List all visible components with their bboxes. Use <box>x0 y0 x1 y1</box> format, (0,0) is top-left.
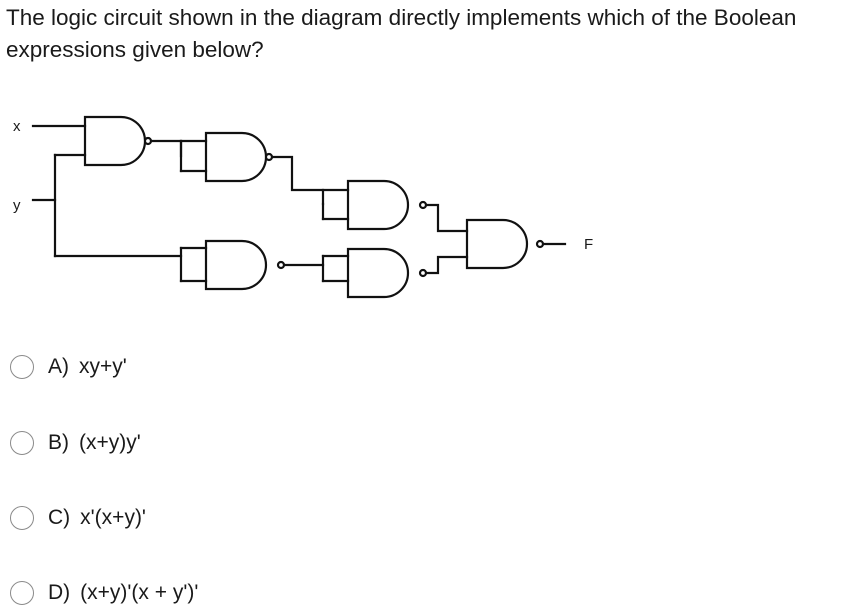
option-c-letter: C) <box>48 506 71 529</box>
option-a-letter: A) <box>48 355 69 378</box>
option-d-letter: D) <box>48 581 71 604</box>
option-c-radio[interactable] <box>10 506 34 530</box>
logic-circuit-diagram <box>0 100 640 315</box>
option-b-radio[interactable] <box>10 431 34 455</box>
question-text: The logic circuit shown in the diagram directly implements which of the Boolean expressions given below? <box>6 5 797 62</box>
option-a-expression: xy+y' <box>79 355 127 378</box>
option-b-expression: (x+y)y' <box>79 431 141 454</box>
option-b[interactable] <box>10 428 141 458</box>
label-f: F <box>584 236 594 253</box>
option-c-expression: x'(x+y)' <box>80 506 146 529</box>
option-d-expression: (x+y)'(x + y')' <box>80 581 199 604</box>
label-x: x <box>13 118 21 135</box>
nand-gate-5 <box>348 249 408 297</box>
option-c[interactable] <box>10 503 146 533</box>
nand-gate-4 <box>348 181 408 229</box>
option-a[interactable] <box>10 352 127 382</box>
label-y: y <box>13 197 21 214</box>
nand-gate-6 <box>467 220 527 268</box>
option-b-letter: B) <box>48 431 69 454</box>
option-d-radio[interactable] <box>10 581 34 605</box>
nand-gate-2 <box>206 133 266 181</box>
option-a-radio[interactable] <box>10 355 34 379</box>
option-d[interactable] <box>10 578 198 608</box>
nand-gate-1 <box>85 117 145 165</box>
